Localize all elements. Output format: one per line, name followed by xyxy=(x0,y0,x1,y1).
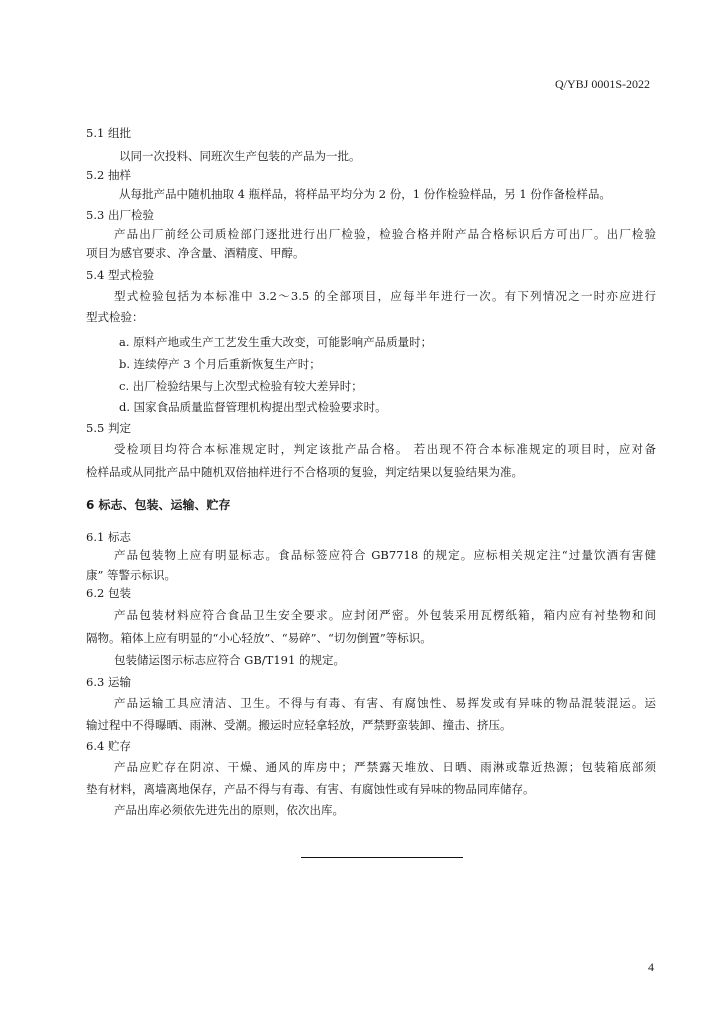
list-item-b: b. 连续停产 3 个月后重新恢复生产时； xyxy=(119,357,321,371)
paragraph-line: 型式检验包括为本标准中 3.2～3.5 的全部项目，应每半年进行一次。有下列情况之一时亦应进行 xyxy=(114,289,656,303)
heading-5-2: 5.2 抽样 xyxy=(86,168,131,182)
paragraph-line: 输过程中不得曝晒、雨淋、受潮。搬运时应轻拿轻放，严禁野蛮装卸、撞击、挤压。 xyxy=(86,718,512,732)
heading-5-1: 5.1 组批 xyxy=(86,126,131,140)
list-item-d: d. 国家食品质量监督管理机构提出型式检验要求时。 xyxy=(119,400,387,414)
heading-6-3: 6.3 运输 xyxy=(86,675,131,689)
paragraph-line: 项目为感官要求、净含量、酒精度、甲醇。 xyxy=(86,246,305,260)
list-item-c: c. 出厂检验结果与上次型式检验有较大差异时； xyxy=(119,379,363,393)
heading-5-4: 5.4 型式检验 xyxy=(86,268,154,282)
paragraph-line: 受检项目均符合本标准规定时，判定该批产品合格。 若出现不符合本标准规定的项目时，应对备 xyxy=(114,442,656,456)
paragraph-line: 产品包装物上应有明显标志。食品标签应符合 GB7718 的规定。应标相关规定注“过量饮酒有害健 xyxy=(114,548,656,562)
paragraph-line: 产品应贮存在阴凉、干燥、通风的库房中；严禁露天堆放、日晒、雨淋或靠近热源；包装箱底部须 xyxy=(114,760,656,774)
paragraph-line: 产品运输工具应清洁、卫生。不得与有毒、有害、有腐蚀性、易挥发或有异味的物品混装混运。运 xyxy=(114,696,656,710)
end-rule xyxy=(301,857,463,858)
paragraph-line: 康” 等警示标识。 xyxy=(86,568,177,582)
paragraph-line: 产品包装材料应符合食品卫生安全要求。应封闭严密。外包装采用瓦楞纸箱，箱内应有衬垫物和间 xyxy=(114,608,656,622)
heading-6-2: 6.2 包装 xyxy=(86,586,131,600)
paragraph-line: 产品出库必须依先进先出的原则，依次出库。 xyxy=(114,803,344,817)
page-number: 4 xyxy=(648,960,654,974)
heading-6: 6 标志、包装、运输、贮存 xyxy=(86,498,231,512)
heading-6-1: 6.1 标志 xyxy=(86,530,131,544)
heading-5-5: 5.5 判定 xyxy=(86,421,131,435)
paragraph-line: 检样品或从同批产品中随机双倍抽样进行不合格项的复验，判定结果以复验结果为准。 xyxy=(86,465,523,479)
paragraph-line: 包装储运图示标志应符合 GB/T191 的规定。 xyxy=(114,653,345,667)
paragraph-line: 产品出厂前经公司质检部门逐批进行出厂检验，检验合格并附产品合格标识后方可出厂。出厂检验 xyxy=(114,227,656,241)
document-header: Q/YBJ 0001S-2022 xyxy=(554,77,650,91)
paragraph-line: 隔物。箱体上应有明显的“小心轻放”、“易碎”、“切勿倒置”等标识。 xyxy=(86,631,432,645)
heading-6-4: 6.4 贮存 xyxy=(86,739,131,753)
heading-5-3: 5.3 出厂检验 xyxy=(86,208,154,222)
paragraph-line: 垫有材料，离墙离地保存，产品不得与有毒、有害、有腐蚀性或有异味的物品同库储存。 xyxy=(86,782,535,796)
paragraph-line: 型式检验： xyxy=(86,310,144,324)
paragraph-line: 从每批产品中随机抽取 4 瓶样品，将样品平均分为 2 份，1 份作检验样品，另 1 份作备检样品。 xyxy=(119,187,611,201)
list-item-a: a. 原料产地或生产工艺发生重大改变，可能影响产品质量时； xyxy=(119,335,433,349)
paragraph-line: 以同一次投料、同班次生产包装的产品为一批。 xyxy=(119,149,361,163)
